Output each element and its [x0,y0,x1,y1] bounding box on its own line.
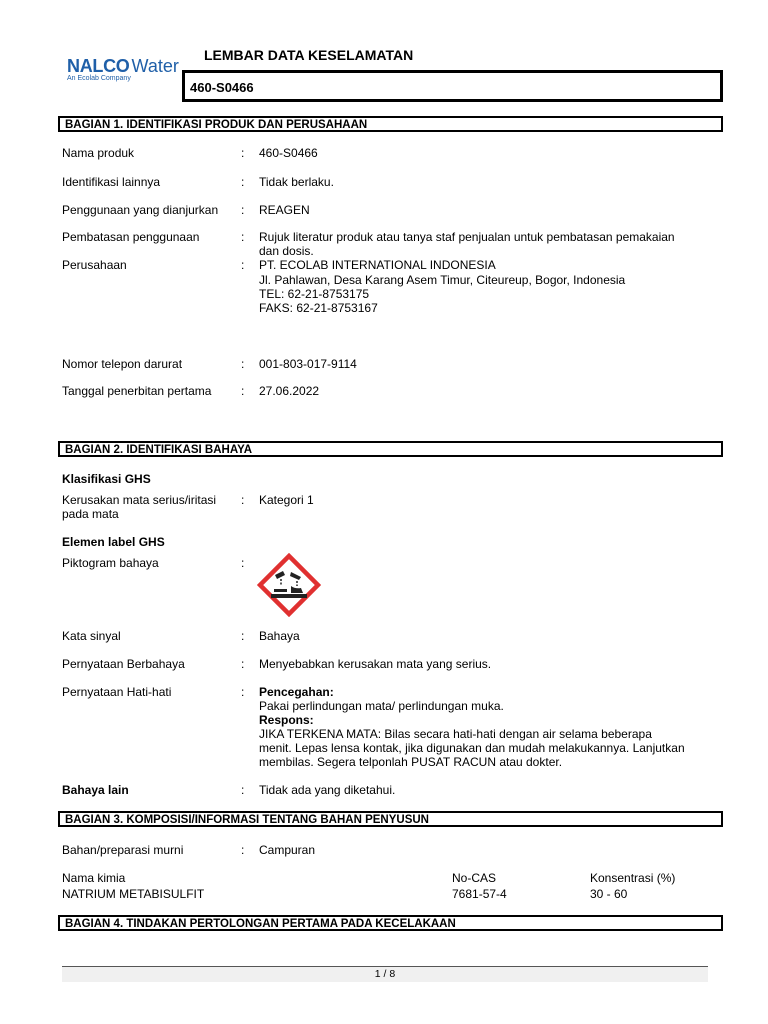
page-number: 1 / 8 [62,966,708,982]
composition-header-nama: Nama kimia [62,871,126,885]
section-4-header: BAGIAN 4. TINDAKAN PERTOLONGAN PERTAMA PADA KECELAKAAN [58,915,723,931]
respons-text-1: JIKA TERKENA MATA: Bilas secara hati-hati dengan air selama beberapa [259,727,652,741]
bahan-value: Campuran [259,843,316,857]
respons-text-3: membilas. Segera telponlah PUSAT RACUN atau dokter. [259,755,563,769]
kerusakan-label-2: pada mata [62,507,119,521]
product-code-box: 460-S0466 [182,70,723,102]
bahaya-lain-value: Tidak ada yang diketahui. [259,783,396,797]
kata-value: Bahaya [259,629,300,643]
section-3-header: BAGIAN 3. KOMPOSISI/INFORMASI TENTANG BAHAN PENYUSUN [58,811,723,827]
perusahaan-fax: FAKS: 62-21-8753167 [259,301,378,315]
ghs05-corrosion-icon [257,553,321,617]
pembatasan-value-1: Rujuk literatur produk atau tanya staf penjualan untuk pembatasan pemakaian [259,230,675,244]
colon: : [241,783,245,797]
darurat-label: Nomor telepon darurat [62,357,183,371]
piktogram-label: Piktogram bahaya [62,556,159,570]
kata-label: Kata sinyal [62,629,121,643]
composition-row-nama: NATRIUM METABISULFIT [62,887,205,901]
identifikasi-label: Identifikasi lainnya [62,175,161,189]
colon: : [241,493,245,507]
bahan-label: Bahan/preparasi murni [62,843,184,857]
tanggal-value: 27.06.2022 [259,384,320,398]
kerusakan-value: Kategori 1 [259,493,314,507]
section-1-header: BAGIAN 1. IDENTIFIKASI PRODUK DAN PERUSAHAAN [58,116,723,132]
tanggal-label: Tanggal penerbitan pertama [62,384,212,398]
nalco-water-logo [67,56,179,82]
colon: : [241,384,245,398]
colon: : [241,258,245,272]
colon: : [241,657,245,671]
pernyataan-bahaya-label: Pernyataan Berbahaya [62,657,185,671]
respons-heading: Respons: [259,713,314,727]
composition-row-konsentrasi: 30 - 60 [590,887,628,901]
pembatasan-label: Pembatasan penggunaan [62,230,200,244]
identifikasi-value: Tidak berlaku. [259,175,334,189]
perusahaan-tel: TEL: 62-21-8753175 [259,287,370,301]
klasifikasi-heading: Klasifikasi GHS [62,472,151,486]
logo-brand: NALCO [67,56,130,76]
colon: : [241,843,245,857]
pencegahan-text: Pakai perlindungan mata/ perlindungan muka. [259,699,504,713]
darurat-value: 001-803-017-9114 [259,357,357,371]
hati-label: Pernyataan Hati-hati [62,685,172,699]
pembatasan-value-2: dan dosis. [259,244,314,258]
penggunaan-label: Penggunaan yang dianjurkan [62,203,219,217]
penggunaan-value: REAGEN [259,203,310,217]
elemen-heading: Elemen label GHS [62,535,165,549]
pernyataan-bahaya-value: Menyebabkan kerusakan mata yang serius. [259,657,492,671]
perusahaan-label: Perusahaan [62,258,127,272]
bahaya-lain-label: Bahaya lain [62,783,129,797]
logo-tagline: An Ecolab Company [67,75,131,82]
colon: : [241,230,245,244]
respons-text-2: menit. Lepas lensa kontak, jika digunakan dan mudah melakukannya. Lanjutkan [259,741,685,755]
colon: : [241,556,245,570]
colon: : [241,175,245,189]
colon: : [241,146,245,160]
colon: : [241,629,245,643]
perusahaan-address: Jl. Pahlawan, Desa Karang Asem Timur, Citeureup, Bogor, Indonesia [259,273,626,287]
perusahaan-name: PT. ECOLAB INTERNATIONAL INDONESIA [259,258,496,272]
logo-water: Water [131,56,179,76]
nama-produk-value: 460-S0466 [259,146,318,160]
colon: : [241,685,245,699]
pencegahan-heading: Pencegahan: [259,685,334,699]
nama-produk-label: Nama produk [62,146,135,160]
composition-header-cas: No-CAS [452,871,497,885]
colon: : [241,357,245,371]
kerusakan-label-1: Kerusakan mata serius/iritasi [62,493,217,507]
composition-header-konsentrasi: Konsentrasi (%) [590,871,676,885]
document-title: LEMBAR DATA KESELAMATAN [204,47,414,63]
section-2-header: BAGIAN 2. IDENTIFIKASI BAHAYA [58,441,723,457]
colon: : [241,203,245,217]
composition-row-cas: 7681-57-4 [452,887,507,901]
